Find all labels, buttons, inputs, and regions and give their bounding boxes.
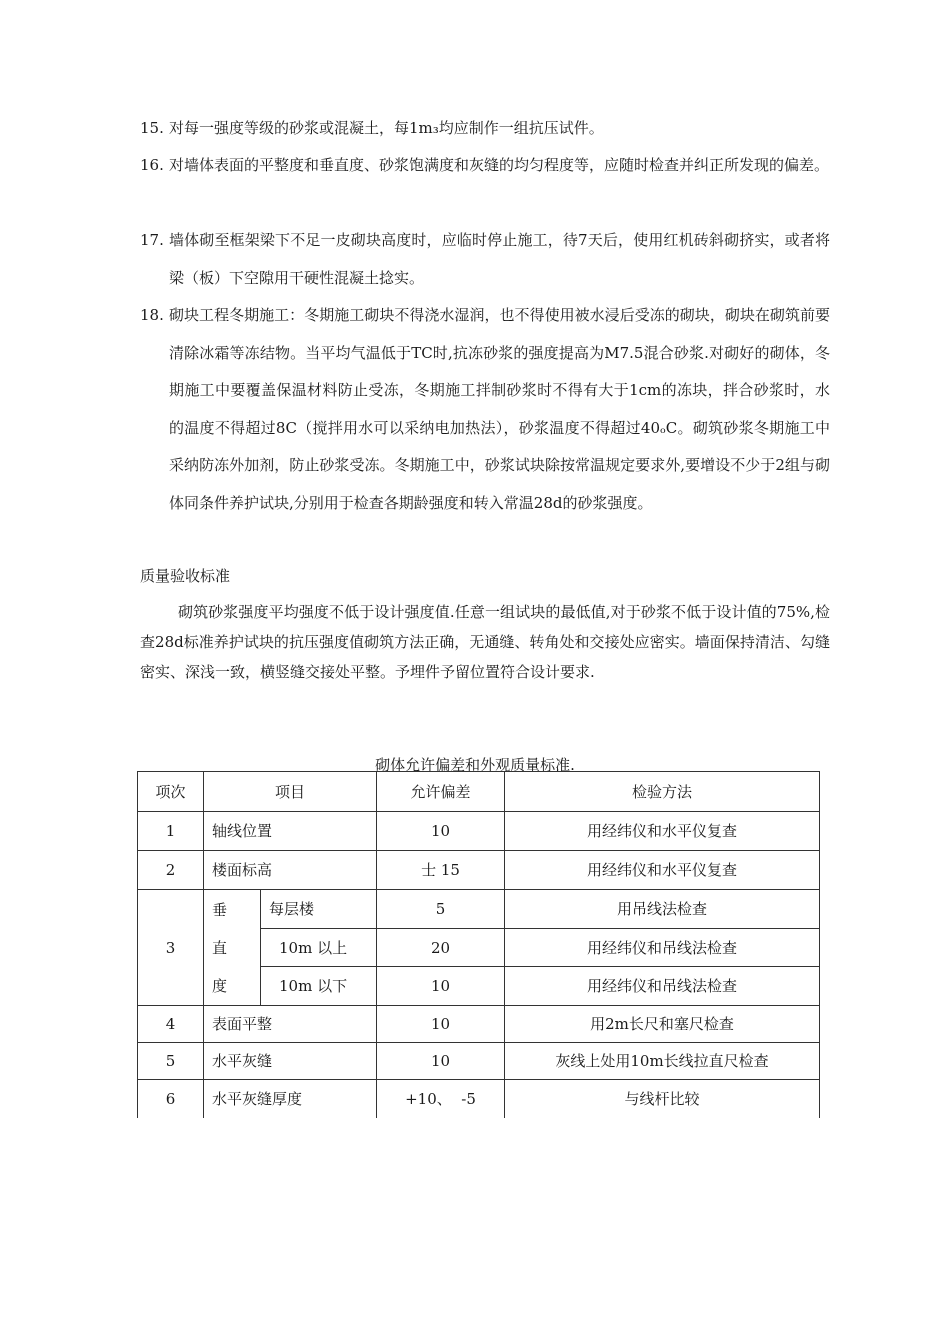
cell-method: 用经纬仪和吊线法检查	[505, 967, 820, 1006]
header-seq: 项次	[138, 772, 204, 812]
cell-tolerance: 5	[377, 890, 505, 929]
cell-seq: 5	[138, 1043, 204, 1080]
list-item-number: 16.	[140, 156, 164, 174]
cell-subitem: 10m 以上	[261, 929, 377, 967]
table-row	[138, 851, 820, 890]
cell-seq: 4	[138, 1006, 204, 1043]
table-row	[138, 1043, 820, 1080]
header-method: 检验方法	[505, 772, 820, 812]
cell-tolerance: 10	[377, 1006, 505, 1043]
cell-item: 轴线位置	[204, 812, 377, 851]
cell-tolerance: 10	[377, 1043, 505, 1080]
cell-seq: 3	[138, 890, 204, 1006]
group-char: 度	[212, 976, 228, 995]
cell-method: 灰线上处用10m长线拉直尺检查	[505, 1043, 820, 1080]
cell-tolerance: +10、 -5	[377, 1080, 505, 1118]
table-header-row	[138, 772, 820, 812]
cell-item: 水平灰缝厚度	[204, 1080, 377, 1118]
list-item-17	[140, 222, 830, 297]
list-item-text: 对墙体表面的平整度和垂直度、砂浆饱满度和灰缝的均匀程度等，应随时检查并纠正所发现的偏差。	[169, 156, 830, 174]
cell-method: 用吊线法检查	[505, 890, 820, 929]
cell-tolerance: 士 15	[377, 851, 505, 890]
list-item-number: 15.	[140, 119, 164, 137]
table-row	[138, 812, 820, 851]
list-item-number: 17.	[140, 231, 164, 249]
cell-item: 水平灰缝	[204, 1043, 377, 1080]
cell-tolerance: 20	[377, 929, 505, 967]
table-row	[138, 890, 820, 929]
cell-subitem: 每层楼	[261, 890, 377, 929]
cell-tolerance: 10	[377, 812, 505, 851]
cell-method: 用经纬仪和水平仪复查	[505, 812, 820, 851]
list-item-text: 墙体砌至框架梁下不足一皮砌块高度时，应临时停止施工，待7天后，使用红机砖斜砌挤实，或者将梁（板）下空隙用干硬性混凝土捻实。	[169, 231, 830, 287]
cell-method: 用经纬仪和水平仪复查	[505, 851, 820, 890]
list-item-text: 砌块工程冬期施工：冬期施工砌块不得浇水湿润，也不得使用被水浸后受冻的砌块，砌块在砌筑前要清除冰霜等冻结物。当平均气温低于TC时,抗冻砂浆的强度提高为M7.5混合砂浆.对砌好的砌体，冬期施工中要覆盖保温材料防止受冻，冬期施工拌制砂浆时不得有大于1cm的冻块，拌合砂浆时，水的温度不得超过8C（搅拌用水可以采纳电加热法），砂浆温度不得超过40ₒC。砌筑砂浆冬期施工中采纳防冻外加剂，防止砂浆受冻。冬期施工中，砂浆试块除按常温规定要求外,要增设不少于2组与砌体同条件养护试块,分别用于检查各期龄强度和转入常温28d的砂浆强度。	[169, 306, 830, 512]
section-heading: 质量验收标准	[140, 567, 231, 585]
cell-seq: 2	[138, 851, 204, 890]
group-char: 垂	[212, 900, 228, 919]
cell-method: 与线杆比较	[505, 1080, 820, 1118]
cell-tolerance: 10	[377, 967, 505, 1006]
table-row	[138, 1006, 820, 1043]
list-item-16	[140, 147, 830, 185]
cell-item: 表面平整	[204, 1006, 377, 1043]
header-item: 项目	[204, 772, 377, 812]
cell-method: 用经纬仪和吊线法检查	[505, 929, 820, 967]
cell-method: 用2m长尺和塞尺检查	[505, 1006, 820, 1043]
group-char: 直	[212, 938, 228, 957]
header-tolerance: 允许偏差	[377, 772, 505, 812]
acceptance-paragraph: 砌筑砂浆强度平均强度不低于设计强度值.任意一组试块的最低值,对于砂浆不低于设计值的75%,检查28d标准养护试块的抗压强度值砌筑方法正确，无通缝、转角处和交接处应密实。墙面保持清洁、勾缝密实、深浅一致，横竖缝交接处平整。予埋件予留位置符合设计要求.	[140, 603, 830, 681]
table-row	[138, 1080, 820, 1118]
cell-seq: 6	[138, 1080, 204, 1118]
cell-seq: 1	[138, 812, 204, 851]
tolerance-table	[137, 771, 820, 1118]
cell-item: 楼面标高	[204, 851, 377, 890]
cell-group-vertical	[204, 890, 261, 1006]
list-item-text: 对每一强度等级的砂浆或混凝土，每1m₃均应制作一组抗压试件。	[169, 119, 604, 137]
list-item-18	[140, 297, 830, 522]
cell-subitem: 10m 以下	[261, 967, 377, 1006]
table-caption: 砌体允许偏差和外观质量标准.	[375, 756, 575, 774]
list-item-15	[140, 110, 830, 148]
list-item-number: 18.	[140, 306, 164, 324]
